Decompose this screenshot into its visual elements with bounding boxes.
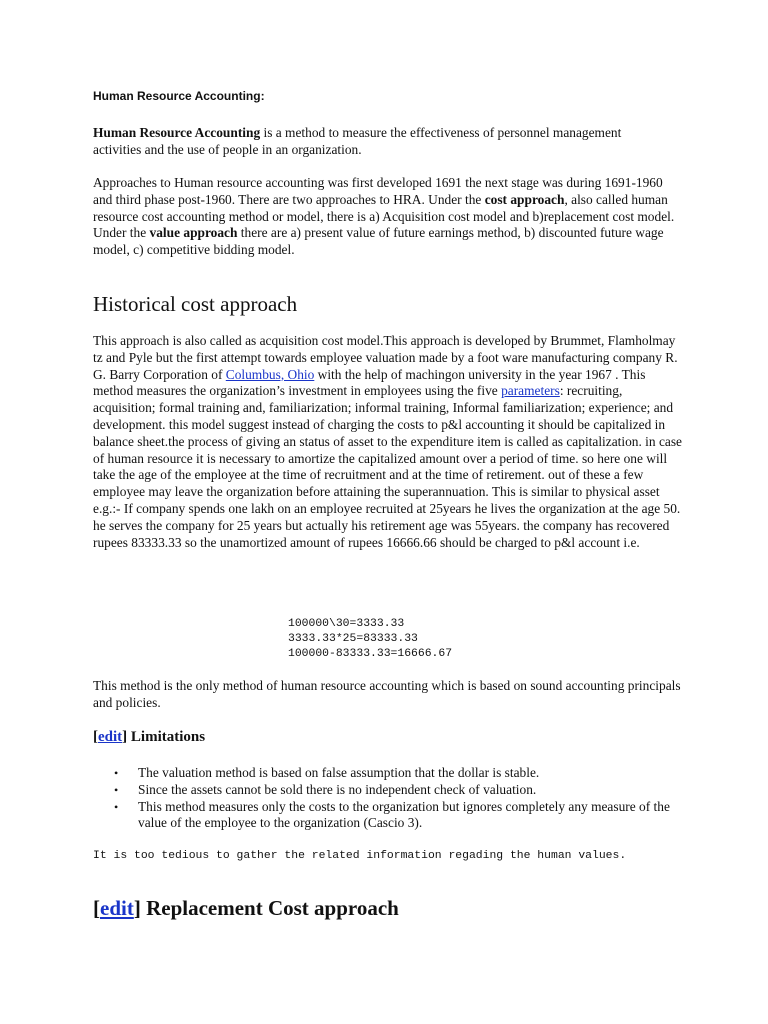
parameters-link[interactable]: parameters [501, 383, 560, 399]
list-item-text: The valuation method is based on false assumption that the dollar is stable. [138, 765, 540, 780]
historical-text-1: This approach is also called as acquisition cost model.This approach is developed by Brummet, Flamholmay tz and Pyle but the first attempt towards employee valuation made by a foot ware manufacturing company R. G. Barry Corporation of [93, 333, 678, 382]
replacement-cost-heading [93, 896, 399, 921]
bracket-close: ] [122, 729, 131, 745]
historical-cost-paragraph [93, 333, 683, 551]
intro-term: Human Resource Accounting [93, 125, 261, 140]
intro-text: is a method to measure the effectiveness of personnel management activities and the use of people in an organization. [93, 125, 622, 157]
approaches-text-1: Approaches to Human resource accounting was first developed 1691 the next stage was during 1691-1960 and third phase post-1960. There are two approaches to HRA. Under the [93, 175, 663, 207]
approaches-text-2: , also called human resource cost accounting method or model, there is a) Acquisition cost model and b)replacement cost model. Under the [93, 191, 675, 241]
list-item [93, 782, 683, 799]
replacement-heading-text: Replacement Cost approach [146, 896, 399, 920]
bullet-icon: • [114, 799, 119, 814]
tedious-note: It is too tedious to gather the related information regading the human values. [93, 850, 627, 862]
bullet-icon: • [114, 766, 119, 780]
columbus-ohio-link[interactable]: Columbus, Ohio [225, 366, 315, 382]
bullet-icon: • [114, 782, 119, 797]
historical-text-2: with the help of machingon university in the year 1967 . This method measures the organization’s investment in employees using the five [93, 366, 646, 399]
approaches-text-3: there are a) present value of future earnings method, b) discounted future wage model, c) competitive bidding model. [93, 225, 664, 258]
limitations-heading-text: Limitations [130, 729, 206, 745]
list-item-text: Since the assets cannot be sold there is no independent check of valuation. [138, 781, 537, 797]
formula-block [288, 617, 452, 662]
intro-paragraph [93, 125, 653, 159]
formula-line: 3333.33*25=83333.33 [288, 633, 418, 645]
value-approach-term: value approach [149, 225, 238, 241]
historical-cost-heading: Historical cost approach [93, 292, 298, 316]
bracket-open: [ [93, 729, 98, 745]
list-item [93, 765, 683, 782]
formula-line: 100000-83333.33=16666.67 [288, 648, 453, 660]
document-title: Human Resource Accounting: [93, 89, 265, 103]
method-note-paragraph: This method is the only method of human resource accounting which is based on sound accounting principals and policies. [93, 678, 681, 710]
limitations-heading [93, 729, 205, 746]
limitations-edit-link[interactable]: edit [98, 729, 123, 745]
historical-text-3: : recruiting, acquisition; formal training and, familiarization; informal training, Informal familiarization; experience; and development. this model suggest instead of charging the costs to p&l accounting it should be capitalized in balance sheet.the process of giving an status of asset to the expenditure item is called as capitalization. in case of human resource it is necessary to amortize the capitalized amount over a period of time. so here one will take the age of the employee at the time of recruitment and at the time of retirement. out of these a few employee may leave the organization before attaining the superannuation. This is similar to physical asset e.g.:- If company spends one lakh on an employee recruited at 25years he lives the organization at the age 50. he serves the company for 25 years but actually his retirement age was 55years. the company has recovered rupees 83333.33 so the unamortized amount of rupees 16666.66 should be charged to p&l account i.e. [93, 383, 682, 550]
list-item [93, 799, 683, 833]
cost-approach-term: cost approach [484, 191, 565, 207]
list-item-text: This method measures only the costs to the organization but ignores completely any measure of the value of the employee to the organization (Cascio 3). [138, 798, 670, 831]
approaches-paragraph [93, 175, 683, 259]
bracket-open: [ [93, 896, 100, 920]
limitations-list [93, 765, 683, 832]
formula-line: 100000\30=3333.33 [288, 618, 405, 630]
replacement-edit-link[interactable]: edit [100, 896, 134, 920]
bracket-close: ] [133, 896, 147, 920]
